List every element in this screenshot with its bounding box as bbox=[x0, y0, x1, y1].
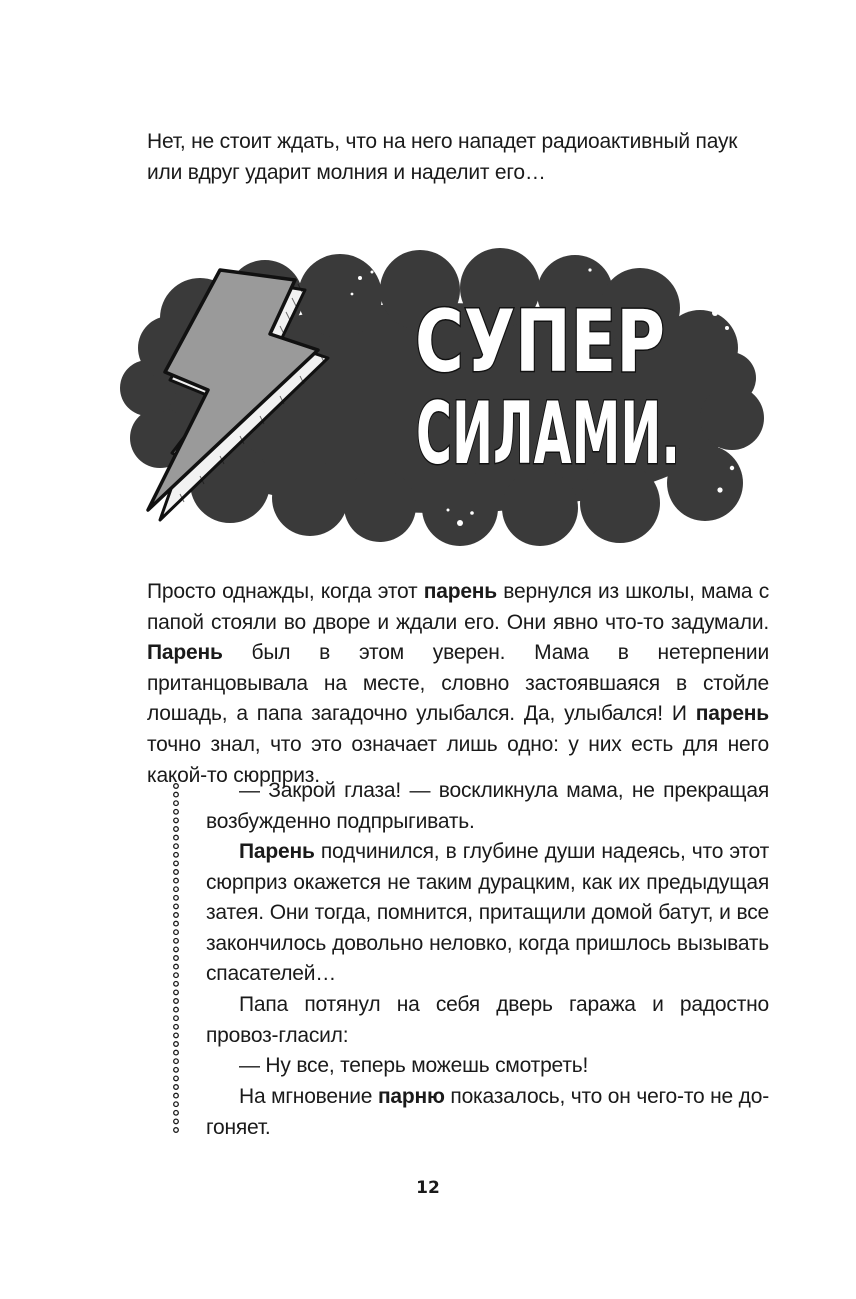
dialog-boy-paragraph bbox=[206, 837, 769, 990]
margin-dot bbox=[174, 1016, 179, 1021]
dialog-dad-paragraph: Папа потянул на себя дверь гаража и радостно провоз-гласил: bbox=[206, 993, 769, 1047]
margin-dot bbox=[174, 835, 179, 840]
page-number: 12 bbox=[416, 1178, 440, 1198]
dotted-margin-line bbox=[172, 783, 180, 1133]
margin-dot bbox=[174, 964, 179, 969]
margin-dot bbox=[174, 1059, 179, 1064]
margin-dot bbox=[174, 1093, 179, 1098]
margin-dot bbox=[174, 999, 179, 1004]
margin-dot bbox=[174, 1042, 179, 1047]
margin-dot bbox=[174, 956, 179, 961]
story-text-4: точно знал, что это означает лишь одно: у них есть для него какой-то сюрприз. bbox=[147, 732, 769, 787]
margin-dot bbox=[174, 913, 179, 918]
margin-dot bbox=[174, 904, 179, 909]
margin-dot bbox=[174, 930, 179, 935]
margin-dot bbox=[174, 982, 179, 987]
margin-dot bbox=[174, 947, 179, 952]
dialog-boy-text: подчинился, в глубине души надеясь, что этот сюрприз окажется не таким дурацким, как их предыдущая затея. Они тогда, помнится, притащили домой батут, и все закончилось довольно неловко, когда пришлось вызывать спасателей… bbox=[206, 840, 769, 986]
margin-dot bbox=[174, 990, 179, 995]
margin-dot bbox=[174, 870, 179, 875]
story-bold-boy-3: парень bbox=[695, 702, 769, 726]
margin-dot bbox=[174, 1007, 179, 1012]
dialog-closing-paragraph bbox=[206, 1082, 769, 1143]
margin-dot bbox=[174, 792, 179, 797]
margin-dot bbox=[174, 810, 179, 815]
margin-dot bbox=[174, 801, 179, 806]
margin-dot bbox=[174, 1050, 179, 1055]
margin-dot bbox=[174, 827, 179, 832]
margin-dot bbox=[174, 1025, 179, 1030]
margin-dot bbox=[174, 861, 179, 866]
margin-dot bbox=[174, 939, 179, 944]
story-bold-boy-2: Парень bbox=[147, 641, 223, 665]
margin-dot bbox=[174, 1119, 179, 1124]
margin-dot bbox=[174, 1102, 179, 1107]
margin-dot bbox=[174, 853, 179, 858]
margin-dot bbox=[174, 1111, 179, 1116]
margin-dot bbox=[174, 1068, 179, 1073]
margin-dot bbox=[174, 921, 179, 926]
margin-dot bbox=[174, 784, 179, 789]
story-text-2: вернулся из школы, мама с папой стояли во дворе и ждали его. Они явно что-то задумали. bbox=[147, 580, 769, 634]
title-line-2: СИЛАМИ. bbox=[416, 384, 680, 484]
margin-dot bbox=[174, 878, 179, 883]
margin-dot bbox=[174, 1085, 179, 1090]
dialog-closing-pre: На мгновение bbox=[239, 1085, 378, 1108]
margin-dot bbox=[174, 887, 179, 892]
margin-dot bbox=[174, 844, 179, 849]
super-powers-title-art bbox=[120, 258, 760, 543]
intro-paragraph: Нет, не стоит ждать, что на него нападет радиоактивный паук или вдруг ударит молния и наделит его… bbox=[147, 130, 738, 184]
margin-dot bbox=[174, 1128, 179, 1133]
dialog-bold-boy: Парень bbox=[239, 840, 315, 863]
story-bold-boy-1: парень bbox=[423, 580, 497, 603]
dialog-dad-line: — Ну все, теперь можешь смотреть! bbox=[239, 1054, 589, 1077]
dialog-mom-line: — Закрой глаза! — воскликнула мама, не прекращая возбужденно подпрыгивать. bbox=[206, 779, 769, 833]
margin-dot bbox=[174, 1076, 179, 1081]
margin-dot bbox=[174, 1033, 179, 1038]
dialog-closing-rest: показалось, что он чего-то не до-гоняет. bbox=[206, 1085, 769, 1139]
title-line-1: СУПЕР bbox=[415, 292, 665, 392]
story-paragraph bbox=[147, 577, 769, 791]
story-text-3: был в этом уверен. Мама в нетерпении пританцовывала на месте, словно застоявшаяся в стойле лошадь, а папа загадочно улыбался. Да, улыбался! И bbox=[147, 641, 769, 726]
story-text-1: Просто однажды, когда этот bbox=[147, 580, 424, 603]
margin-dot bbox=[174, 818, 179, 823]
margin-dot bbox=[174, 973, 179, 978]
margin-dot bbox=[174, 896, 179, 901]
dialog-bold-boy-2: парню bbox=[377, 1085, 445, 1108]
